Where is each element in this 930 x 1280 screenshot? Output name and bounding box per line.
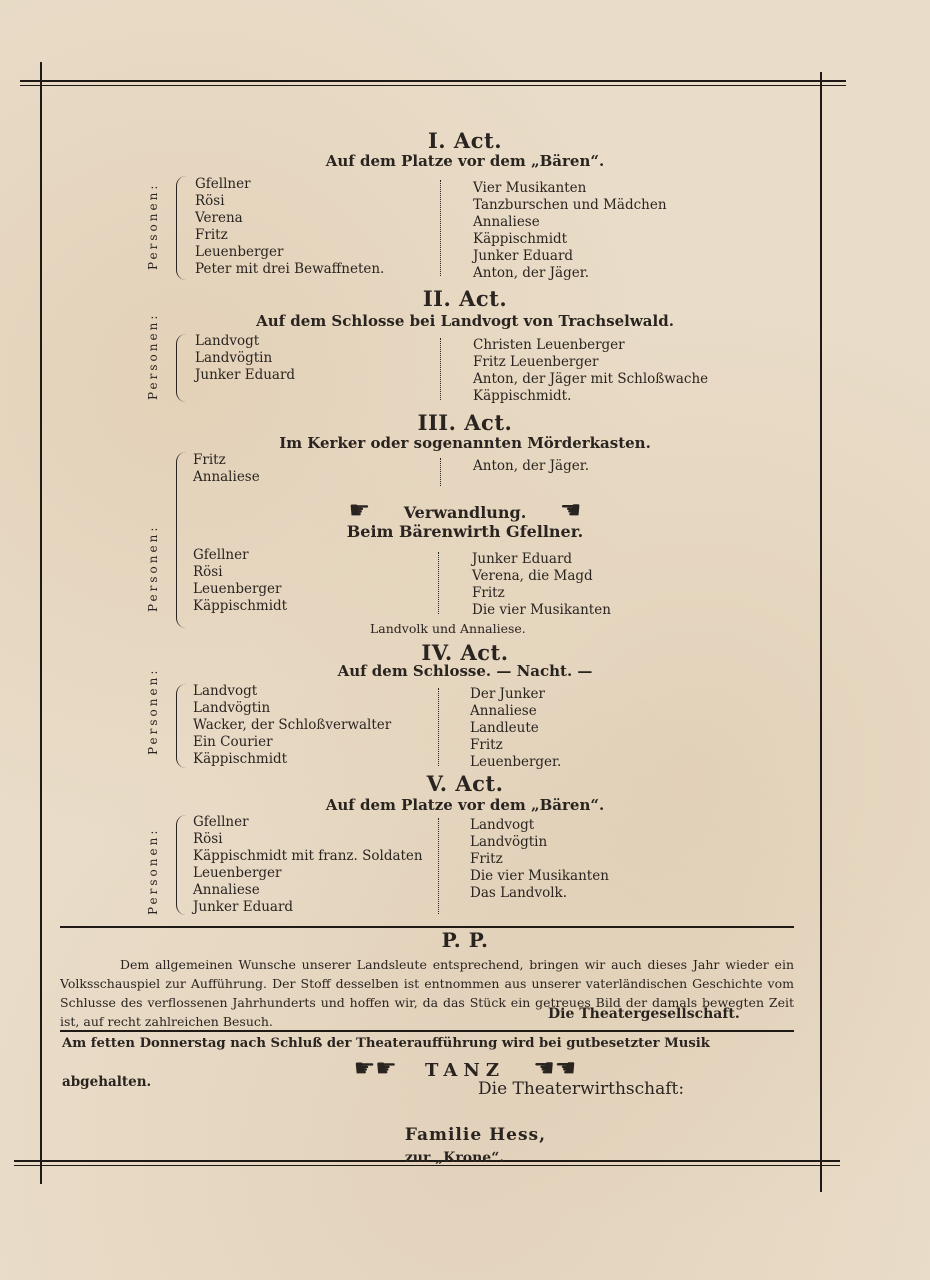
act4-right-0: Der Junker	[470, 686, 545, 702]
act5-right-1: Landvögtin	[470, 834, 548, 850]
act1-personen-label: Personen:	[146, 182, 160, 270]
act2-title: II. Act.	[422, 286, 508, 311]
act5-right-0: Landvogt	[470, 817, 535, 833]
act2-subtitle: Auf dem Schlosse bei Landvogt von Trachselwald.	[256, 312, 674, 330]
act5-right-3: Die vier Musikanten	[470, 868, 609, 884]
verwandlung-title-row	[0, 496, 930, 524]
footer-abgehalten: abgehalten.	[62, 1074, 152, 1090]
act4-brace	[176, 684, 186, 768]
pointing-hand-left-icon: ☚	[559, 496, 582, 524]
act5-left-5: Junker Eduard	[193, 899, 294, 915]
pointing-hand-right-icon: ☛	[348, 496, 371, 524]
act3-title: III. Act.	[417, 410, 513, 435]
pp-title: P. P.	[441, 928, 489, 952]
act2-left-1: Landvögtin	[195, 350, 273, 366]
verwandlung-subtitle: Beim Bärenwirth Gfellner.	[346, 522, 584, 541]
act4-subtitle: Auf dem Schlosse. — Nacht. —	[337, 662, 593, 680]
act5-left-2: Käppischmidt mit franz. Soldaten	[193, 848, 423, 864]
act1-title: I. Act.	[427, 128, 503, 153]
act2-divider	[440, 338, 445, 400]
frame-right-rule	[820, 72, 822, 1192]
pp-body: Dem allgemeinen Wunsche unserer Landsleute entsprechend, bringen wir auch dieses Jahr wieder ein Volksschauspiel zur Aufführung. Der Stoff desselben ist entnommen aus unserer vaterländischen Geschichte vom Schlusse des verflossenen Jahrhunderts und hoffen wir, da das Stück ein getreues Bild der damals bewegten Zeit ist, auf recht zahlreichen Besuch.	[60, 957, 794, 1029]
act2-personen-label: Personen:	[146, 312, 160, 400]
act4-personen-label: Personen:	[146, 667, 160, 755]
verwandlung-left-0: Gfellner	[193, 547, 249, 563]
act2-left-2: Junker Eduard	[195, 367, 296, 383]
act2-right-3: Käppischmidt.	[473, 388, 572, 404]
act3-personen-label: Personen:	[146, 524, 160, 612]
footer-krone: zur „Krone“.	[404, 1150, 505, 1166]
verwandlung-footer: Landvolk und Annaliese.	[370, 621, 526, 636]
act1-right-1: Tanzburschen und Mädchen	[473, 197, 667, 213]
verwandlung-title: Verwandlung.	[403, 503, 527, 522]
act4-right-4: Leuenberger.	[470, 754, 562, 770]
act1-subtitle: Auf dem Platze vor dem „Bären“.	[325, 152, 605, 170]
verwandlung-left-1: Rösi	[193, 564, 223, 580]
act2-right-0: Christen Leuenberger	[473, 337, 625, 353]
act1-brace	[176, 176, 186, 280]
act4-left-3: Ein Courier	[193, 734, 273, 750]
act5-right-4: Das Landvolk.	[470, 885, 567, 901]
footer-familie: Familie Hess,	[404, 1125, 547, 1145]
act3-left-0: Fritz	[193, 452, 226, 468]
act1-left-1: Rösi	[195, 193, 225, 209]
act4-divider	[438, 688, 443, 766]
act1-left-5: Peter mit drei Bewaffneten.	[195, 261, 385, 277]
frame-top-rule-inner	[20, 85, 846, 86]
act1-divider	[440, 180, 445, 276]
verwandlung-right-2: Fritz	[472, 585, 505, 601]
pointing-hand-left-icon-2: ☚☚	[533, 1054, 577, 1082]
act3-subtitle: Im Kerker oder sogenannten Mörderkasten.	[279, 434, 651, 452]
frame-top-rule	[20, 80, 846, 82]
act5-brace	[176, 815, 186, 915]
act3-left-1: Annaliese	[193, 469, 260, 485]
act5-left-4: Annaliese	[193, 882, 260, 898]
verwandlung-divider	[438, 552, 443, 614]
act1-right-2: Annaliese	[473, 214, 540, 230]
footer-wirthschaft: Die Theaterwirthschaft:	[478, 1079, 685, 1099]
act5-right-2: Fritz	[470, 851, 503, 867]
act5-title: V. Act.	[426, 771, 504, 796]
pp-bottom-rule	[60, 1030, 794, 1032]
act3-right-0: Anton, der Jäger.	[473, 458, 590, 474]
act5-subtitle: Auf dem Platze vor dem „Bären“.	[325, 796, 605, 814]
act5-left-3: Leuenberger	[193, 865, 282, 881]
act3-divider	[440, 458, 445, 486]
act2-right-2: Anton, der Jäger mit Schloßwache	[473, 371, 709, 387]
verwandlung-left-2: Leuenberger	[193, 581, 282, 597]
act4-left-4: Käppischmidt	[193, 751, 288, 767]
pointing-hand-right-icon-2: ☛☛	[353, 1054, 397, 1082]
frame-left-rule	[40, 62, 42, 1184]
footer-familie-line	[394, 1102, 546, 1169]
act4-title: IV. Act.	[421, 640, 509, 665]
act4-right-3: Fritz	[470, 737, 503, 753]
act1-right-5: Anton, der Jäger.	[473, 265, 590, 281]
act5-left-0: Gfellner	[193, 814, 249, 830]
act1-right-4: Junker Eduard	[473, 248, 574, 264]
act1-right-3: Käppischmidt	[473, 231, 568, 247]
verwandlung-left-3: Käppischmidt	[193, 598, 288, 614]
verwandlung-right-3: Die vier Musikanten	[472, 602, 611, 618]
act5-left-1: Rösi	[193, 831, 223, 847]
act1-left-3: Fritz	[195, 227, 228, 243]
act5-divider	[438, 818, 443, 914]
act4-left-1: Landvögtin	[193, 700, 271, 716]
act1-left-2: Verena	[195, 210, 243, 226]
act1-left-4: Leuenberger	[195, 244, 284, 260]
act2-left-0: Landvogt	[195, 333, 260, 349]
act5-personen-label: Personen:	[146, 827, 160, 915]
tanz-title: TANZ	[425, 1060, 505, 1081]
verwandlung-right-0: Junker Eduard	[472, 551, 573, 567]
act4-left-0: Landvogt	[193, 683, 258, 699]
act1-left-0: Gfellner	[195, 176, 251, 192]
act4-right-2: Landleute	[470, 720, 539, 736]
act4-left-2: Wacker, der Schloßverwalter	[193, 717, 392, 733]
act4-right-1: Annaliese	[470, 703, 537, 719]
pp-signature: Die Theatergesellschaft.	[548, 1006, 740, 1022]
act2-brace	[176, 334, 186, 402]
act2-right-1: Fritz Leuenberger	[473, 354, 599, 370]
act1-right-0: Vier Musikanten	[473, 180, 587, 196]
verwandlung-right-1: Verena, die Magd	[472, 568, 593, 584]
footer-line: Am fetten Donnerstag nach Schluß der Theateraufführung wird bei gutbesetzter Musik	[62, 1036, 710, 1051]
